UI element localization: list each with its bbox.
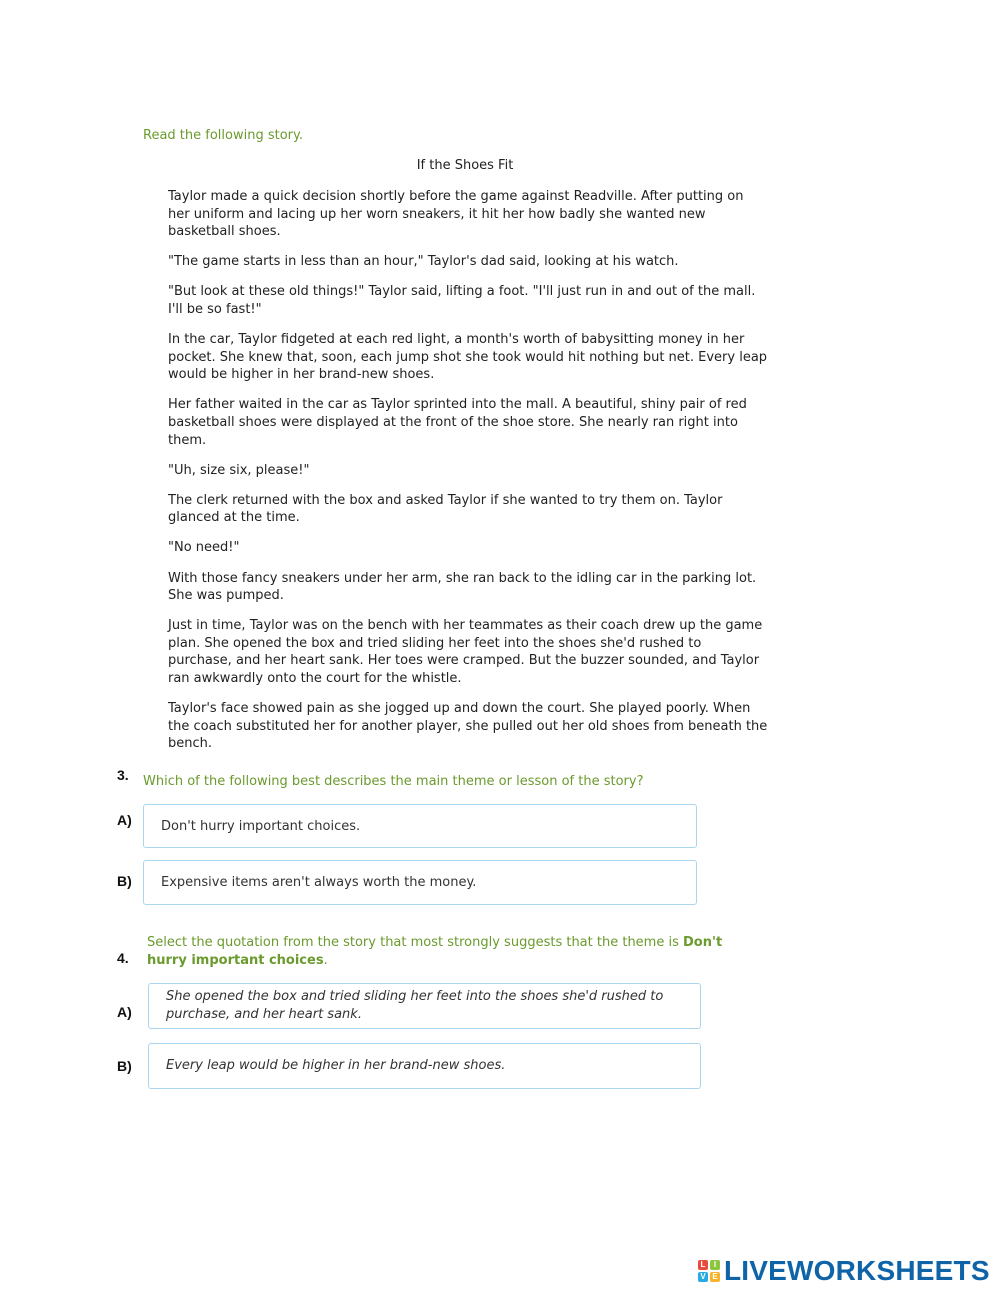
story-paragraph: "But look at these old things!" Taylor said, lifting a foot. "I'll just run in and out of the mall. I'll be so fast!" bbox=[168, 284, 756, 317]
question-4-text-suffix: . bbox=[323, 953, 328, 968]
logo-block: V bbox=[698, 1272, 708, 1282]
logo-text: LIVEWORKSHEETS bbox=[724, 1255, 990, 1286]
question-3-option-a-letter: A) bbox=[117, 812, 132, 828]
option-text: Every leap would be higher in her brand-new shoes. bbox=[166, 1058, 506, 1073]
liveworksheets-logo bbox=[698, 1257, 990, 1285]
option-text: Don't hurry important choices. bbox=[161, 818, 361, 834]
story-paragraph: Just in time, Taylor was on the bench with her teammates as their coach drew up the game plan. She opened the box and tried sliding her feet into the shoes she'd rushed to purchase, and her heart sank. Her toes were cramped. But the buzzer sounded, and Taylor ran awkwardly onto the court for the whistle. bbox=[168, 618, 763, 686]
question-4-number: 4. bbox=[117, 950, 129, 966]
instruction-text: Read the following story. bbox=[143, 128, 303, 143]
question-4-option-b-letter: B) bbox=[117, 1058, 132, 1074]
question-4-text bbox=[147, 934, 747, 970]
logo-block: E bbox=[710, 1272, 720, 1282]
story-body bbox=[168, 188, 768, 765]
story-paragraph: Taylor made a quick decision shortly before the game against Readville. After putting on her uniform and lacing up her worn sneakers, it hit her how badly she wanted new basketball shoes. bbox=[168, 189, 744, 240]
story-paragraph: "Uh, size six, please!" bbox=[168, 462, 310, 478]
question-4-text-prefix: Select the quotation from the story that most strongly suggests that the theme is bbox=[147, 935, 683, 950]
story-paragraph: The clerk returned with the box and asked Taylor if she wanted to try them on. Taylor glanced at the time. bbox=[168, 492, 723, 526]
question-4-option-b[interactable] bbox=[148, 1043, 701, 1089]
logo-blocks-icon bbox=[698, 1260, 720, 1282]
question-4-theme: Don't hurry important choices bbox=[147, 935, 723, 968]
question-3-number: 3. bbox=[117, 767, 129, 783]
question-4-option-a-letter: A) bbox=[117, 1004, 132, 1020]
story-paragraph: "The game starts in less than an hour," Taylor's dad said, looking at his watch. bbox=[168, 254, 679, 270]
logo-block: L bbox=[698, 1260, 708, 1270]
question-3-text: Which of the following best describes the main theme or lesson of the story? bbox=[143, 774, 644, 789]
option-text: She opened the box and tried sliding her feet into the shoes she'd rushed to purchase, and her heart sank. bbox=[166, 989, 664, 1022]
option-text: Expensive items aren't always worth the money. bbox=[161, 875, 477, 890]
question-4-option-a[interactable] bbox=[148, 983, 701, 1029]
question-3-option-b[interactable] bbox=[143, 860, 697, 905]
story-paragraph: With those fancy sneakers under her arm, she ran back to the idling car in the parking lot. She was pumped. bbox=[168, 570, 757, 604]
story-title: If the Shoes Fit bbox=[416, 158, 514, 173]
question-3-option-a[interactable] bbox=[143, 804, 697, 848]
story-paragraph: "No need!" bbox=[168, 540, 240, 556]
question-3-option-b-letter: B) bbox=[117, 873, 132, 889]
logo-block: I bbox=[710, 1260, 720, 1270]
story-paragraph: In the car, Taylor fidgeted at each red light, a month's worth of babysitting money in her pocket. She knew that, soon, each jump shot she took would hit nothing but net. Every leap would be higher in her brand-new shoes. bbox=[168, 332, 768, 383]
story-paragraph: Her father waited in the car as Taylor sprinted into the mall. A beautiful, shiny pair of red basketball shoes were displayed at the front of the shoe store. She nearly ran right into them. bbox=[168, 397, 747, 448]
story-paragraph: Taylor's face showed pain as she jogged up and down the court. She played poorly. When the coach substituted her for another player, she pulled out her old shoes from beneath the bench. bbox=[168, 701, 768, 752]
